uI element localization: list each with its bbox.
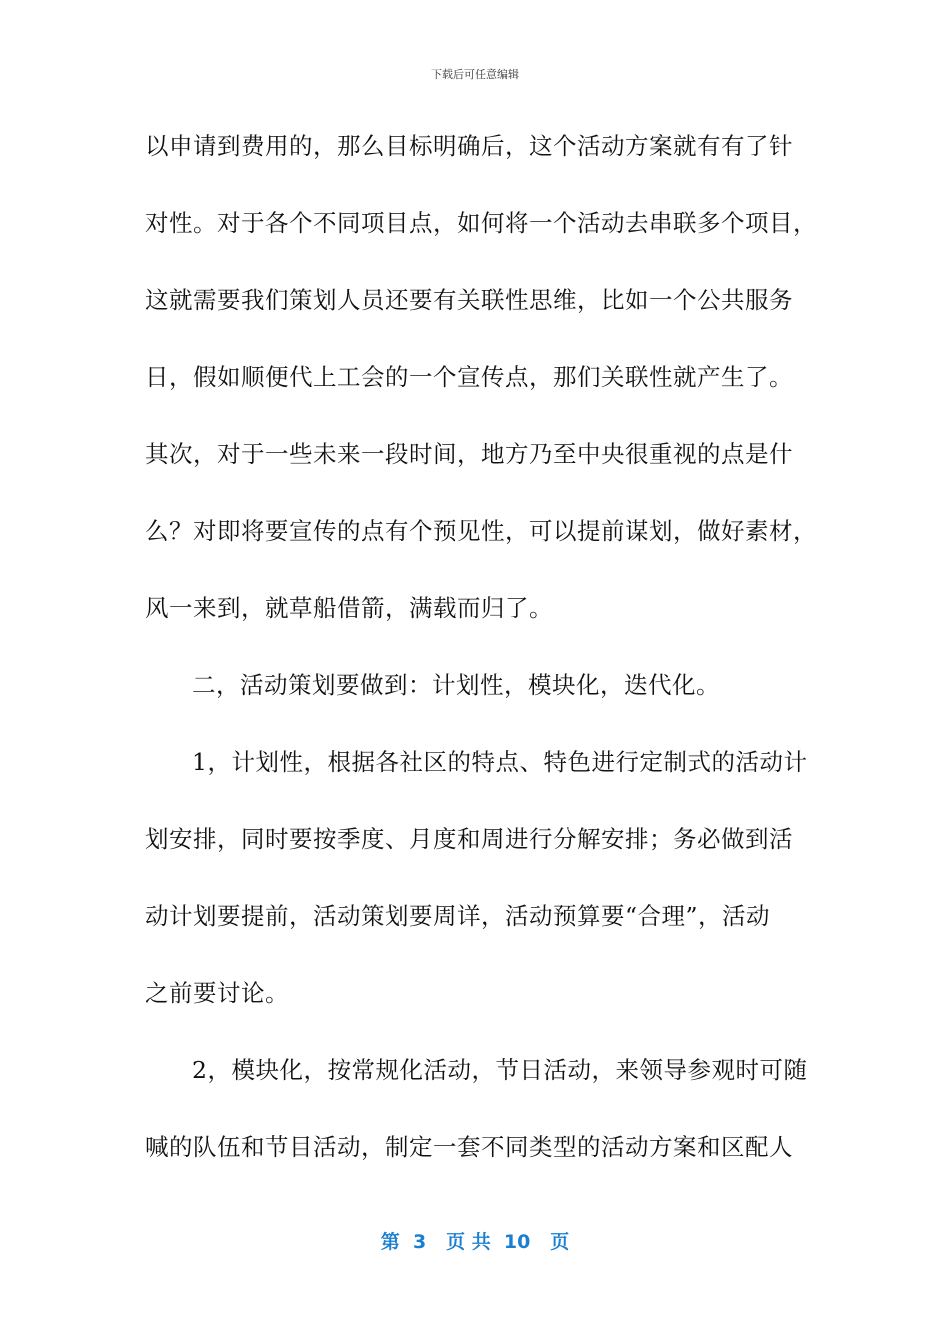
body-line: 1，计划性，根据各社区的特点、特色进行定制式的活动计 <box>192 748 808 776</box>
body-line: 划安排，同时要按季度、月度和周进行分解安排；务必做到活 <box>145 825 793 853</box>
body-line: 其次，对于一些未来一段时间，地方乃至中央很重视的点是什 <box>145 440 793 468</box>
section-heading: 二，活动策划要做到：计划性，模块化，迭代化。 <box>192 671 720 699</box>
body-line: 之前要讨论。 <box>145 979 289 1007</box>
body-line: 动计划要提前，活动策划要周详，活动预算要“合理”，活动 <box>145 902 771 930</box>
body-line: 么？对即将要宣传的点有个预见性，可以提前谋划，做好素材， <box>145 517 817 545</box>
document-body <box>145 128 817 1206</box>
body-line: 喊的队伍和节目活动，制定一套不同类型的活动方案和区配人 <box>145 1133 793 1161</box>
page-number-footer: 第 3 页 共 10 页 <box>380 1231 570 1253</box>
body-line: 对性。对于各个不同项目点，如何将一个活动去串联多个项目， <box>145 209 817 237</box>
body-line: 风一来到，就草船借箭，满载而归了。 <box>145 594 553 622</box>
body-line: 2，模块化，按常规化活动，节日活动，来领导参观时可随 <box>192 1056 808 1084</box>
page-header: 下载后可任意编辑 <box>431 68 519 81</box>
body-line: 这就需要我们策划人员还要有关联性思维，比如一个公共服务 <box>145 286 793 314</box>
body-line: 日，假如顺便代上工会的一个宣传点，那们关联性就产生了。 <box>145 363 793 391</box>
body-line: 以申请到费用的，那么目标明确后，这个活动方案就有有了针 <box>145 132 793 160</box>
